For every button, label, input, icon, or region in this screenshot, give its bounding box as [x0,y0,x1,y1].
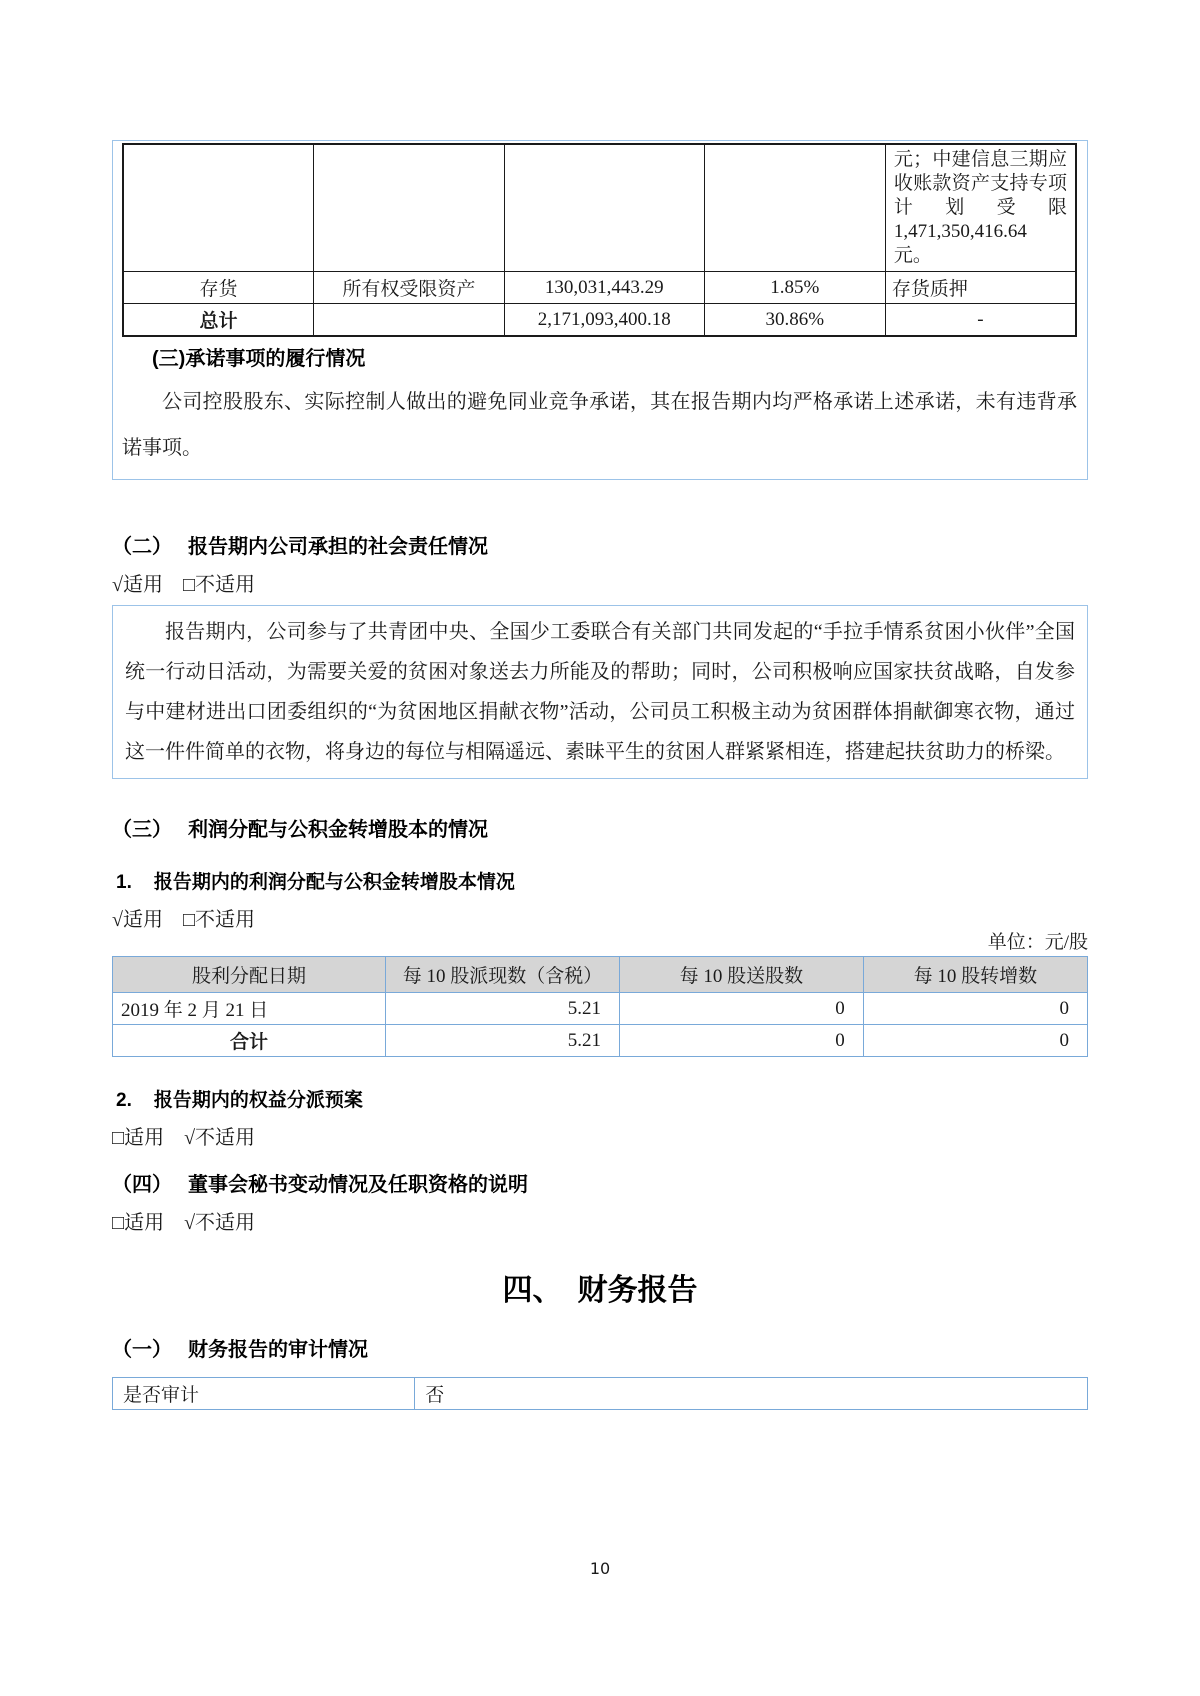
table-row-dividend-total [113,1025,1088,1057]
cell-note: - [885,304,1076,337]
dividend-table [112,956,1088,1057]
table-row-dividend [113,993,1088,1025]
section4-applicability: □适用 √不适用 [112,1212,256,1234]
cell-audit-label: 是否审计 [113,1378,415,1410]
cell-audit-value: 否 [415,1378,1088,1410]
cell-restriction-note: 元；中建信息三期应收账款资产支持专项计划受限 1,471,350,416.64 元。 [885,144,1076,272]
table-row-audit [113,1378,1088,1410]
commitments-paragraph: 公司控股股东、实际控制人做出的避免同业竞争承诺，其在报告期内均严格承诺上述承诺，未有违背承诺事项。 [122,391,1077,459]
section2-title: 报告期内公司承担的社会责任情况 [188,536,488,558]
page-number: 10 [589,1559,611,1578]
col-header-cash: 每 10 股派现数（含税） [386,957,620,993]
cell-type: 所有权受限资产 [314,272,505,304]
section2-applicability: √适用 □不适用 [112,574,256,596]
cell-transfer: 0 [863,1025,1087,1057]
col-header-date: 股利分配日期 [113,957,386,993]
section3-sub1-number: 1. [116,872,132,893]
col-header-bonus: 每 10 股送股数 [620,957,864,993]
audit-table [112,1377,1088,1410]
cell-bonus: 0 [620,993,864,1025]
cell-item [123,144,314,272]
chapter4-sub1-title: 财务报告的审计情况 [188,1339,368,1361]
cell-amount [504,144,704,272]
cell-type [314,304,505,337]
commitments-box [112,140,1088,480]
col-header-transfer: 每 10 股转增数 [863,957,1087,993]
cell-date: 合计 [113,1025,386,1057]
social-responsibility-paragraph: 报告期内，公司参与了共青团中央、全国少工委联合有关部门共同发起的“手拉手情系贫困小伙伴”全国统一行动日活动，为需要关爱的贫困对象送去力所能及的帮助；同时，公司积极响应国家扶贫战略，自发参与中建材进出口团委组织的“为贫困地区捐献衣物”活动，公司员工积极主动为贫困群体捐献御寒衣物，通过这一件件简单的衣物，将身边的每位与相隔遥远、素昧平生的贫困人群紧紧相连，搭建起扶贫助力的桥梁。 [125,621,1075,763]
section3-number: （三） [112,819,172,841]
section4-number: （四） [112,1174,172,1196]
cell-transfer: 0 [863,993,1087,1025]
social-responsibility-box [112,605,1088,779]
cell-amount: 2,171,093,400.18 [504,304,704,337]
cell-percent: 1.85% [704,272,885,304]
cell-cash: 5.21 [386,1025,620,1057]
cell-cash: 5.21 [386,993,620,1025]
section3-sub1-applicability: √适用 □不适用 [112,909,256,931]
section3-sub2-applicability: □适用 √不适用 [112,1127,256,1149]
cell-percent [704,144,885,272]
unit-label: 单位：元/股 [987,932,1088,953]
cell-date: 2019 年 2 月 21 日 [113,993,386,1025]
section3-heading [112,815,1088,845]
page-content [112,140,1088,1410]
chapter4-sub1-heading [112,1335,1088,1365]
section3-sub2-title: 报告期内的权益分派预案 [153,1090,363,1111]
section4-title: 董事会秘书变动情况及任职资格的说明 [188,1174,528,1196]
section3-title: 利润分配与公积金转增股本的情况 [188,819,488,841]
section2-number: （二） [112,536,172,558]
restricted-assets-table [122,143,1077,337]
commitments-heading: (三)承诺事项的履行情况 [152,348,366,370]
section3-sub2-heading [112,1087,1088,1115]
cell-percent: 30.86% [704,304,885,337]
cell-item: 总计 [123,304,314,337]
table-row-continuation [123,144,1076,272]
section3-sub1-heading [112,869,1088,897]
cell-item: 存货 [123,272,314,304]
section4-heading [112,1170,1088,1200]
table-row-inventory [123,272,1076,304]
table-row-total [123,304,1076,337]
cell-bonus: 0 [620,1025,864,1057]
cell-type [314,144,505,272]
section3-sub1-title: 报告期内的利润分配与公积金转增股本情况 [153,872,515,893]
chapter4-sub1-number: （一） [112,1339,172,1361]
cell-note: 存货质押 [885,272,1076,304]
section3-sub2-number: 2. [116,1090,132,1111]
chapter4-title: 四、 财务报告 [502,1274,698,1307]
cell-amount: 130,031,443.29 [504,272,704,304]
dividend-header-row [113,957,1088,993]
section2-heading [112,532,1088,562]
